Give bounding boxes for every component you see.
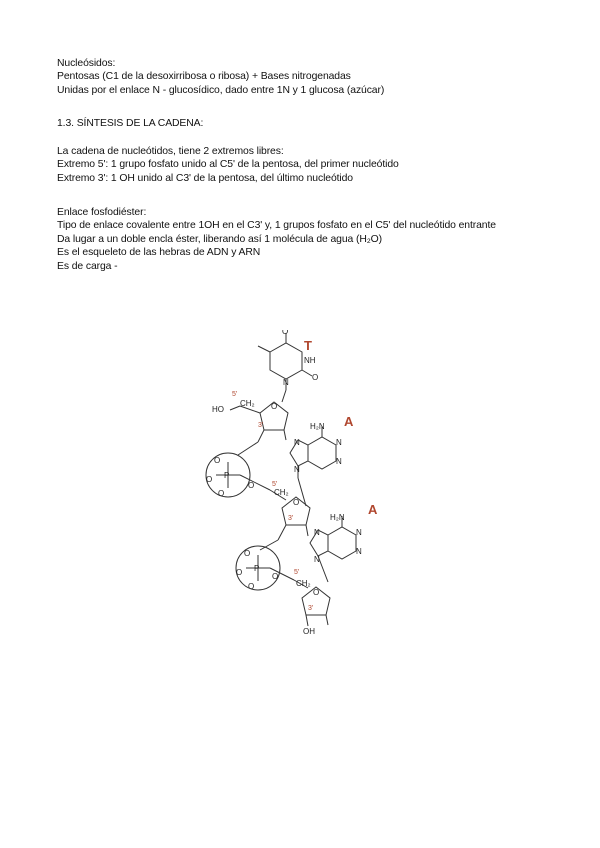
- o-c5-bond-2: [240, 475, 270, 490]
- label-5-prime-1: 5': [232, 391, 238, 398]
- atom-o-p1-bottom: O: [218, 489, 225, 498]
- label-5-prime-2: 5': [272, 481, 278, 488]
- enlace-section: [57, 206, 496, 273]
- heading-sintesis: 1.3. SÍNTESIS DE LA CADENA:: [57, 118, 204, 129]
- c3-o-bond-2: [278, 525, 286, 540]
- c2-bond-3: [326, 615, 328, 625]
- atom-o-sugar-3: O: [313, 588, 320, 597]
- cadena-line-2: Extremo 5': 1 grupo fosfato unido al C5' de la pentosa, del primer nucleótido: [57, 159, 399, 171]
- atom-n-a1-top: N: [336, 438, 342, 447]
- label-3-prime-2: 3': [288, 515, 294, 522]
- atom-o-p1-right: O: [248, 481, 255, 490]
- atom-o-p2-bottom: O: [248, 582, 255, 591]
- label-3-prime-1: 3': [258, 422, 264, 429]
- c2-bond-2: [306, 525, 308, 536]
- adenine-ring-1-six: [308, 437, 336, 469]
- atom-oh: OH: [303, 627, 315, 636]
- label-5-prime-3: 5': [294, 569, 300, 576]
- label-3-prime-3: 3': [308, 605, 314, 612]
- atom-o-thymine-right: O: [312, 373, 319, 382]
- c2-bond-1: [284, 430, 286, 440]
- atom-n-a2-glycosidic: N: [314, 555, 320, 564]
- section-heading: [57, 117, 203, 130]
- enlace-title: Enlace fosfodiéster:: [57, 207, 147, 218]
- atom-n-thymine: N: [283, 378, 289, 387]
- atom-n-a2-bottom: N: [356, 547, 362, 556]
- atom-o-p2-left: O: [236, 568, 243, 577]
- atom-h2n-2: H₂N: [330, 513, 345, 522]
- c3-o-bond-1: [258, 430, 264, 442]
- cadena-section: [57, 145, 399, 185]
- atom-p-2: P: [254, 564, 260, 573]
- atom-h2n-1: H₂N: [310, 422, 325, 431]
- atom-p-1: P: [224, 471, 230, 480]
- enlace-line-4: Es el esqueleto de las hebras de ADN y ARN: [57, 247, 261, 259]
- atom-o-sugar-2: O: [293, 498, 300, 507]
- atom-ho: HO: [212, 405, 224, 414]
- atom-o-thymine-top: O: [282, 330, 289, 336]
- atom-n-a1-glycosidic: N: [294, 465, 300, 474]
- base-label-t: T: [304, 338, 312, 353]
- atom-o-p2-top: O: [244, 549, 251, 558]
- atom-o-sugar-1: O: [271, 402, 278, 411]
- nucleosidos-section: [57, 57, 384, 97]
- nucleosidos-line-3: Unidas por el enlace N - glucosídico, dado entre 1N y 1 glucosa (azúcar): [57, 84, 385, 96]
- nucleosidos-title: Nucleósidos:: [57, 58, 116, 69]
- cadena-line-3: Extremo 3': 1 OH unido al C3' de la pentosa, del último nucleótido: [57, 172, 353, 184]
- base-label-a-2: A: [368, 502, 378, 517]
- methyl-bond: [258, 346, 270, 352]
- dna-structure-diagram: [190, 330, 410, 640]
- enlace-line-2: Tipo de enlace covalente entre 1OH en el C3' y, 1 grupos fosfato en el C5' del nucleótido entrante: [57, 220, 496, 232]
- atom-n-a1-left: N: [294, 438, 300, 447]
- carbonyl-bond-right: [302, 370, 312, 376]
- atom-ch2-3: CH₂: [296, 579, 311, 588]
- atom-n-a2-top: N: [356, 528, 362, 537]
- adenine-ring-2-six: [328, 527, 356, 559]
- atom-nh: NH: [304, 356, 316, 365]
- atom-o-p1-top: O: [214, 456, 221, 465]
- atom-ch2-1: CH₂: [240, 399, 255, 408]
- atom-n-a1-bottom: N: [336, 457, 342, 466]
- atom-o-p2-right: O: [272, 572, 279, 581]
- dna-chain-figure: [190, 330, 410, 640]
- enlace-line-5: Es de carga -: [57, 260, 118, 272]
- atom-o-p1-left: O: [206, 475, 213, 484]
- thymine-link: [282, 390, 286, 402]
- cadena-line-1: La cadena de nucleótidos, tiene 2 extremos libres:: [57, 146, 284, 157]
- enlace-line-3: Da lugar a un doble encla éster, liberando así 1 molécula de agua (H₂O): [57, 233, 383, 245]
- atom-n-a2-left: N: [314, 528, 320, 537]
- base-label-a-1: A: [344, 414, 354, 429]
- o-p-bond-1: [238, 442, 258, 455]
- thymine-ring: [270, 343, 302, 379]
- ho-bond: [230, 406, 240, 410]
- nucleosidos-line-2: Pentosas (C1 de la desoxirribosa o ribosa) + Bases nitrogenadas: [57, 71, 351, 83]
- c3-oh-bond-3: [306, 615, 308, 626]
- atom-ch2-2: CH₂: [274, 488, 289, 497]
